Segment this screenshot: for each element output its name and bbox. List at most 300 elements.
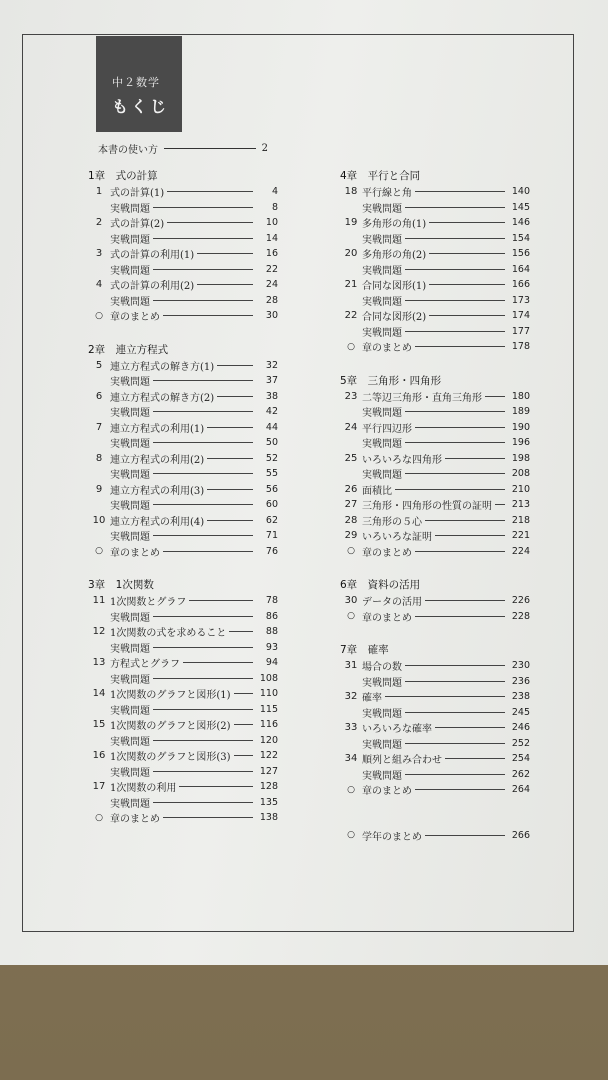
toc-entry bbox=[88, 544, 278, 560]
dot-leader bbox=[153, 535, 253, 536]
entry-page: 245 bbox=[511, 706, 530, 718]
dot-leader bbox=[153, 442, 253, 443]
entry-number: 32 bbox=[344, 691, 358, 703]
entry-title: 式の計算の利用(2) bbox=[110, 281, 195, 293]
entry-page: 246 bbox=[511, 722, 530, 734]
dot-leader bbox=[405, 411, 505, 412]
entry-title: 連立方程式の解き方(1) bbox=[110, 361, 215, 373]
toc-entry bbox=[340, 389, 530, 405]
entry-title: 実戦問題 bbox=[110, 798, 150, 810]
dot-leader bbox=[153, 300, 253, 301]
entry-page: 208 bbox=[511, 468, 530, 480]
entry-number: 26 bbox=[344, 483, 358, 495]
toc-entry bbox=[88, 215, 278, 231]
entry-title: 多角形の角(2) bbox=[362, 250, 427, 262]
entry-page: 221 bbox=[511, 530, 530, 542]
dot-leader bbox=[167, 191, 253, 192]
entry-title: 方程式とグラフ bbox=[110, 659, 180, 671]
dot-leader bbox=[153, 473, 253, 474]
entry-page: 71 bbox=[265, 530, 278, 542]
entry-page: 224 bbox=[511, 545, 530, 557]
toc-sub-entry bbox=[340, 767, 530, 783]
entry-number: 33 bbox=[344, 722, 358, 734]
entry-page: 140 bbox=[511, 186, 530, 198]
toc-entry bbox=[340, 609, 530, 625]
entry-page: 10 bbox=[265, 217, 278, 229]
entry-number: 34 bbox=[344, 753, 358, 765]
entry-page: 37 bbox=[265, 375, 278, 387]
toc-sub-entry bbox=[88, 795, 278, 811]
entry-page: 14 bbox=[265, 232, 278, 244]
toc-sub-entry bbox=[340, 466, 530, 482]
toc-sub-entry bbox=[88, 466, 278, 482]
dot-leader bbox=[153, 740, 253, 741]
entry-number: 27 bbox=[344, 499, 358, 511]
dot-leader bbox=[425, 520, 505, 521]
entry-title: 式の計算の利用(1) bbox=[110, 250, 195, 262]
entry-page: 110 bbox=[259, 688, 278, 700]
dot-leader bbox=[197, 284, 253, 285]
toc-entry bbox=[88, 686, 278, 702]
entry-number: 13 bbox=[92, 657, 106, 669]
dot-leader bbox=[415, 789, 505, 790]
entry-title: 平行四辺形 bbox=[362, 423, 412, 435]
entry-title: 連立方程式の利用(4) bbox=[110, 516, 205, 528]
dot-leader bbox=[485, 396, 505, 397]
toc-entry bbox=[88, 277, 278, 293]
entry-title: 実戦問題 bbox=[362, 265, 402, 277]
toc-entry bbox=[340, 720, 530, 736]
entry-page: 4 bbox=[271, 186, 278, 198]
toc-entry bbox=[340, 658, 530, 674]
dot-leader bbox=[405, 774, 505, 775]
dot-leader bbox=[405, 712, 505, 713]
dot-leader bbox=[153, 207, 253, 208]
toc-entry bbox=[340, 308, 530, 324]
toc-sub-entry bbox=[88, 200, 278, 216]
toc-entry bbox=[340, 246, 530, 262]
toc-sub-entry bbox=[340, 231, 530, 247]
entry-title: 式の計算(2) bbox=[110, 219, 165, 231]
toc-entry bbox=[88, 593, 278, 609]
entry-page: 122 bbox=[259, 750, 278, 762]
dot-leader bbox=[445, 758, 505, 759]
dot-leader bbox=[425, 835, 505, 836]
entry-number: 3 bbox=[95, 248, 103, 260]
entry-title: 実戦問題 bbox=[110, 674, 150, 686]
toc-sub-entry bbox=[88, 609, 278, 625]
toc-entry bbox=[340, 593, 530, 609]
entry-title: 章のまとめ bbox=[110, 547, 160, 559]
entry-page: 164 bbox=[511, 263, 530, 275]
dot-leader bbox=[405, 269, 505, 270]
entry-title: 1次関数とグラフ bbox=[110, 597, 187, 609]
toc-entry bbox=[88, 482, 278, 498]
entry-number: 20 bbox=[344, 248, 358, 260]
toc-sub-entry bbox=[88, 404, 278, 420]
dot-leader bbox=[234, 755, 253, 756]
dot-leader bbox=[405, 743, 505, 744]
toc-entry bbox=[340, 528, 530, 544]
entry-page: 189 bbox=[511, 406, 530, 418]
chapter-title: 3章 1次関数 bbox=[88, 579, 154, 591]
entry-number: 4 bbox=[95, 279, 103, 291]
dot-leader bbox=[445, 458, 505, 459]
entry-title: 1次関数の式を求めること bbox=[110, 628, 227, 640]
dot-leader bbox=[167, 222, 253, 223]
entry-title: 実戦問題 bbox=[362, 234, 402, 246]
toc-entry bbox=[340, 513, 530, 529]
dot-leader bbox=[405, 665, 505, 666]
entry-page: 154 bbox=[511, 232, 530, 244]
entry-title: 確率 bbox=[362, 693, 382, 705]
intro-title: 本書の使い方 bbox=[98, 145, 158, 156]
entry-page: 238 bbox=[511, 691, 530, 703]
entry-title: 章のまとめ bbox=[362, 547, 412, 559]
dot-leader bbox=[429, 253, 505, 254]
entry-title: 章のまとめ bbox=[110, 814, 160, 826]
entry-number: 6 bbox=[95, 390, 103, 402]
entry-title: 実戦問題 bbox=[110, 296, 150, 308]
entry-title: いろいろな四角形 bbox=[362, 454, 442, 466]
entry-page: 38 bbox=[265, 390, 278, 402]
entry-number: 7 bbox=[95, 421, 103, 433]
chapter-title: 7章 確率 bbox=[340, 644, 389, 656]
dot-leader bbox=[207, 520, 253, 521]
entry-title: 多角形の角(1) bbox=[362, 219, 427, 231]
entry-page: 146 bbox=[511, 217, 530, 229]
entry-page: 145 bbox=[511, 201, 530, 213]
entry-number: ○ bbox=[95, 310, 103, 321]
entry-number: 22 bbox=[344, 310, 358, 322]
entry-number: 31 bbox=[344, 660, 358, 672]
toc-sub-entry bbox=[88, 497, 278, 513]
entry-page: 166 bbox=[511, 279, 530, 291]
dot-leader bbox=[405, 238, 505, 239]
entry-title: 面積比 bbox=[362, 485, 392, 497]
dot-leader bbox=[153, 380, 253, 381]
toc-sub-entry bbox=[340, 293, 530, 309]
dot-leader bbox=[435, 535, 505, 536]
entry-number: 10 bbox=[92, 514, 106, 526]
entry-page: 62 bbox=[265, 514, 278, 526]
entry-page: 196 bbox=[511, 437, 530, 449]
entry-title: 1次関数の利用 bbox=[110, 783, 177, 795]
dot-leader bbox=[405, 681, 505, 682]
toc-entry bbox=[88, 748, 278, 764]
entry-number: 24 bbox=[344, 421, 358, 433]
entry-page: 42 bbox=[265, 406, 278, 418]
entry-title: 章のまとめ bbox=[362, 343, 412, 355]
entry-page: 30 bbox=[265, 310, 278, 322]
entry-number: 5 bbox=[95, 359, 103, 371]
entry-number: 30 bbox=[344, 595, 358, 607]
entry-title: 連立方程式の利用(2) bbox=[110, 454, 205, 466]
entry-page: 262 bbox=[511, 768, 530, 780]
toc-sub-entry bbox=[88, 640, 278, 656]
entry-page: 24 bbox=[265, 279, 278, 291]
toc-entry bbox=[340, 689, 530, 705]
chapter-block bbox=[340, 373, 530, 560]
entry-number: 21 bbox=[344, 279, 358, 291]
dot-leader bbox=[415, 191, 505, 192]
dot-leader bbox=[163, 817, 253, 818]
entry-title: 章のまとめ bbox=[362, 612, 412, 624]
entry-title: 実戦問題 bbox=[110, 532, 150, 544]
entry-title: 連立方程式の利用(3) bbox=[110, 485, 205, 497]
entry-page: 116 bbox=[259, 719, 278, 731]
dot-leader bbox=[415, 427, 505, 428]
entry-number: 19 bbox=[344, 217, 358, 229]
entry-title: 二等辺三角形・直角三角形 bbox=[362, 392, 482, 404]
entry-page: 76 bbox=[265, 545, 278, 557]
dot-leader bbox=[495, 504, 505, 505]
entry-title: 章のまとめ bbox=[110, 312, 160, 324]
chapter-block bbox=[88, 577, 278, 826]
entry-title: 平行線と角 bbox=[362, 188, 412, 200]
entry-number: 8 bbox=[95, 452, 103, 464]
entry-page: 128 bbox=[259, 781, 278, 793]
entry-title: 三角形の５心 bbox=[362, 516, 422, 528]
toc-entry bbox=[340, 482, 530, 498]
entry-page: 254 bbox=[511, 753, 530, 765]
toc-entry bbox=[340, 215, 530, 231]
entry-number: 29 bbox=[344, 530, 358, 542]
entry-number: ○ bbox=[347, 784, 355, 795]
dot-leader bbox=[189, 600, 253, 601]
toc-sub-entry bbox=[88, 528, 278, 544]
toc-entry bbox=[340, 782, 530, 798]
entry-page: 56 bbox=[265, 483, 278, 495]
entry-page: 228 bbox=[511, 610, 530, 622]
dot-leader bbox=[234, 693, 253, 694]
toc-sub-entry bbox=[88, 293, 278, 309]
entry-page: 120 bbox=[259, 734, 278, 746]
entry-title: データの活用 bbox=[362, 597, 422, 609]
entry-page: 8 bbox=[271, 201, 278, 213]
entry-title: 順列と組み合わせ bbox=[362, 755, 442, 767]
entry-title: 連立方程式の利用(1) bbox=[110, 423, 205, 435]
entry-page: 210 bbox=[511, 483, 530, 495]
entry-number: ○ bbox=[347, 341, 355, 352]
dot-leader bbox=[435, 727, 505, 728]
entry-title: 実戦問題 bbox=[110, 767, 150, 779]
toc-entry bbox=[88, 655, 278, 671]
entry-title: 実戦問題 bbox=[362, 708, 402, 720]
entry-title: 連立方程式の解き方(2) bbox=[110, 392, 215, 404]
toc-entry bbox=[88, 184, 278, 200]
entry-title: 実戦問題 bbox=[110, 439, 150, 451]
entry-number: 28 bbox=[344, 514, 358, 526]
toc-right-column bbox=[340, 168, 530, 843]
dot-leader bbox=[234, 724, 253, 725]
entry-number: 18 bbox=[344, 186, 358, 198]
toc-left-column bbox=[88, 168, 278, 844]
chapter-block bbox=[88, 168, 278, 324]
entry-page: 28 bbox=[265, 294, 278, 306]
dot-leader bbox=[153, 678, 253, 679]
toc-entry bbox=[88, 246, 278, 262]
dot-leader bbox=[425, 600, 505, 601]
entry-page: 135 bbox=[259, 796, 278, 808]
entry-page: 156 bbox=[511, 248, 530, 260]
dot-leader bbox=[153, 269, 253, 270]
dot-leader bbox=[405, 207, 505, 208]
toc-sub-entry bbox=[88, 671, 278, 687]
dot-leader bbox=[429, 222, 505, 223]
toc-sub-entry bbox=[88, 764, 278, 780]
toc-sub-entry bbox=[88, 262, 278, 278]
chapter-block bbox=[340, 642, 530, 798]
chapter-title: 4章 平行と合同 bbox=[340, 170, 421, 182]
entry-number: 25 bbox=[344, 452, 358, 464]
entry-title: 合同な図形(1) bbox=[362, 281, 427, 293]
dot-leader bbox=[153, 616, 253, 617]
toc-entry bbox=[340, 420, 530, 436]
entry-page: 230 bbox=[511, 660, 530, 672]
entry-number: 16 bbox=[92, 750, 106, 762]
toc-entry bbox=[340, 828, 530, 844]
entry-title: 実戦問題 bbox=[362, 470, 402, 482]
entry-number: 14 bbox=[92, 688, 106, 700]
entry-number: 9 bbox=[95, 483, 103, 495]
toc-entry bbox=[88, 308, 278, 324]
entry-page: 173 bbox=[511, 294, 530, 306]
entry-title: 実戦問題 bbox=[110, 612, 150, 624]
entry-title: 実戦問題 bbox=[362, 739, 402, 751]
dot-leader bbox=[415, 346, 505, 347]
entry-number: 2 bbox=[95, 217, 103, 229]
toc-sub-entry bbox=[88, 435, 278, 451]
entry-title: いろいろな確率 bbox=[362, 724, 432, 736]
entry-page: 213 bbox=[511, 499, 530, 511]
entry-title: 実戦問題 bbox=[110, 234, 150, 246]
toc-entry bbox=[88, 420, 278, 436]
dot-leader bbox=[415, 551, 505, 552]
entry-title: 実戦問題 bbox=[110, 705, 150, 717]
intro-page: 2 bbox=[261, 143, 268, 154]
toc-entry bbox=[88, 624, 278, 640]
entry-page: 78 bbox=[265, 595, 278, 607]
entry-page: 138 bbox=[259, 812, 278, 824]
chapter-block bbox=[340, 577, 530, 624]
entry-page: 174 bbox=[511, 310, 530, 322]
entry-title: 実戦問題 bbox=[362, 408, 402, 420]
dot-leader bbox=[207, 427, 253, 428]
chapter-title: 6章 資料の活用 bbox=[340, 579, 421, 591]
entry-title: 実戦問題 bbox=[110, 203, 150, 215]
entry-title: 1次関数のグラフと図形(1) bbox=[110, 690, 231, 702]
entry-title: 合同な図形(2) bbox=[362, 312, 427, 324]
chapter-block bbox=[88, 342, 278, 560]
toc-entry bbox=[340, 751, 530, 767]
entry-title: 実戦問題 bbox=[110, 643, 150, 655]
dot-leader bbox=[153, 771, 253, 772]
entry-title: 学年のまとめ bbox=[362, 831, 422, 843]
entry-number: 15 bbox=[92, 719, 106, 731]
entry-number: 1 bbox=[95, 186, 103, 198]
toc-sub-entry bbox=[88, 373, 278, 389]
entry-title: 1次関数のグラフと図形(3) bbox=[110, 752, 231, 764]
entry-title: 章のまとめ bbox=[362, 786, 412, 798]
entry-title: 実戦問題 bbox=[110, 265, 150, 277]
entry-page: 177 bbox=[511, 325, 530, 337]
chapter-block bbox=[340, 168, 530, 355]
page-title: もくじ bbox=[112, 97, 170, 116]
entry-page: 180 bbox=[511, 390, 530, 402]
toc-entry bbox=[88, 779, 278, 795]
dot-leader bbox=[405, 300, 505, 301]
entry-title: 実戦問題 bbox=[110, 377, 150, 389]
chapter-title: 1章 式の計算 bbox=[88, 170, 158, 182]
toc-entry bbox=[88, 810, 278, 826]
entry-page: 236 bbox=[511, 675, 530, 687]
entry-title: 実戦問題 bbox=[362, 677, 402, 689]
entry-number: ○ bbox=[347, 611, 355, 622]
dot-leader bbox=[405, 331, 505, 332]
toc-sub-entry bbox=[340, 705, 530, 721]
dot-leader bbox=[163, 315, 253, 316]
dot-leader bbox=[179, 786, 253, 787]
toc-sub-entry bbox=[88, 231, 278, 247]
toc-sub-entry bbox=[340, 200, 530, 216]
chapter-title: 2章 連立方程式 bbox=[88, 343, 169, 356]
dot-leader bbox=[153, 802, 253, 803]
dot-leader bbox=[164, 148, 256, 149]
dot-leader bbox=[217, 396, 253, 397]
entry-number: ○ bbox=[347, 830, 355, 841]
entry-page: 55 bbox=[265, 468, 278, 480]
entry-title: 実戦問題 bbox=[110, 501, 150, 513]
toc-entry bbox=[340, 497, 530, 513]
entry-page: 226 bbox=[511, 595, 530, 607]
toc-entry bbox=[88, 513, 278, 529]
toc-entry bbox=[88, 717, 278, 733]
dot-leader bbox=[385, 696, 505, 697]
entry-title: 実戦問題 bbox=[362, 203, 402, 215]
toc-entry bbox=[88, 358, 278, 374]
entry-page: 44 bbox=[265, 421, 278, 433]
entry-page: 218 bbox=[511, 514, 530, 526]
toc-entry bbox=[340, 339, 530, 355]
entry-page: 32 bbox=[265, 359, 278, 371]
entry-page: 94 bbox=[265, 657, 278, 669]
chapter-title: 5章 三角形・四角形 bbox=[340, 374, 442, 387]
dot-leader bbox=[217, 365, 253, 366]
toc-sub-entry bbox=[88, 702, 278, 718]
toc-entry bbox=[340, 277, 530, 293]
entry-page: 88 bbox=[265, 626, 278, 638]
dot-leader bbox=[153, 709, 253, 710]
entry-number: ○ bbox=[347, 546, 355, 557]
entry-page: 108 bbox=[259, 672, 278, 684]
dot-leader bbox=[153, 647, 253, 648]
entry-page: 22 bbox=[265, 263, 278, 275]
spacer bbox=[340, 816, 530, 828]
entry-page: 16 bbox=[265, 248, 278, 260]
toc-sub-entry bbox=[88, 733, 278, 749]
toc-entry bbox=[88, 389, 278, 405]
entry-title: 場合の数 bbox=[362, 662, 402, 674]
toc-entry bbox=[340, 184, 530, 200]
header-subtitle: 中２数学 bbox=[112, 76, 160, 89]
entry-number: 17 bbox=[92, 781, 106, 793]
entry-number: 11 bbox=[92, 595, 106, 607]
toc-entry bbox=[340, 451, 530, 467]
entry-page: 93 bbox=[265, 641, 278, 653]
toc-sub-entry bbox=[340, 435, 530, 451]
entry-title: 実戦問題 bbox=[362, 770, 402, 782]
